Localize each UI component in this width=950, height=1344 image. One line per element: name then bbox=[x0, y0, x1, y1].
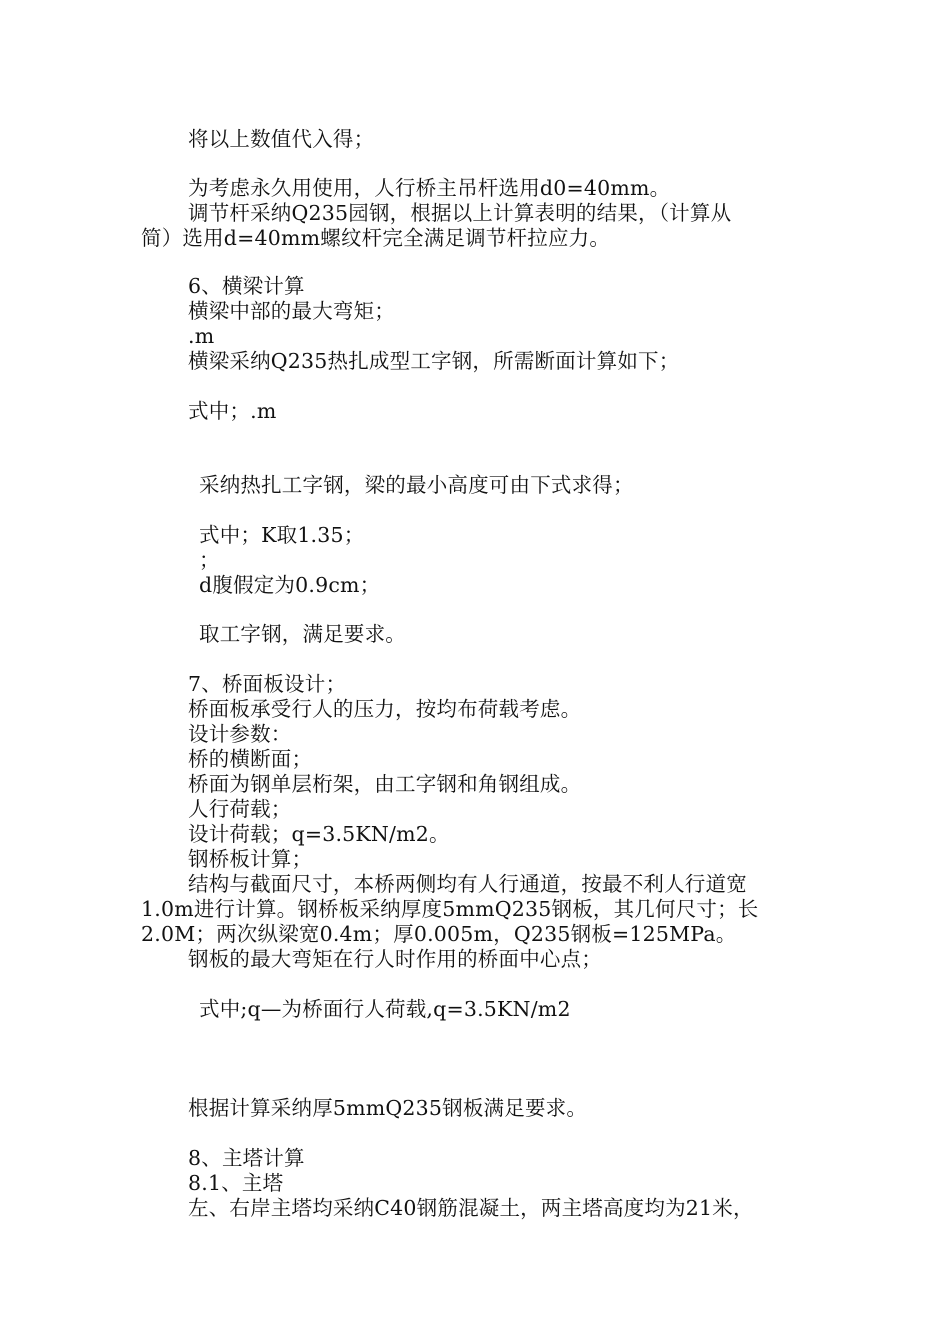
section-heading: 8、主塔计算 bbox=[188, 1146, 305, 1170]
text-line: 式中；K取1.35； bbox=[199, 523, 365, 547]
text-line: 根据计算采纳厚5mmQ235钢板满足要求。 bbox=[188, 1096, 588, 1120]
text-line: 为考虑永久用使用，人行桥主吊杆选用d0=40mm。 bbox=[188, 176, 671, 200]
text-line: 2.0M；两次纵梁宽0.4m；厚0.005m，Q235钢板=125MPa。 bbox=[141, 922, 737, 946]
text-line: 左、右岸主塔均采纳C40钢筋混凝土，两主塔高度均为21米， bbox=[188, 1196, 754, 1220]
text-line: 横梁采纳Q235热扎成型工字钢，所需断面计算如下； bbox=[188, 349, 680, 373]
section-heading: 7、桥面板设计； bbox=[188, 672, 347, 696]
text-line: d腹假定为0.9cm； bbox=[199, 573, 381, 597]
text-line: 钢板的最大弯矩在行人时作用的桥面中心点； bbox=[188, 947, 602, 971]
section-heading: 6、横梁计算 bbox=[188, 274, 305, 298]
text-line: 设计荷载；q=3.5KN/m2。 bbox=[188, 822, 450, 846]
subsection-heading: 8.1、主塔 bbox=[188, 1171, 284, 1195]
text-line: 横梁中部的最大弯矩； bbox=[188, 299, 395, 323]
text-line: 桥面为钢单层桁架，由工字钢和角钢组成。 bbox=[188, 772, 582, 796]
text-line: ； bbox=[199, 548, 220, 572]
text-line: 调节杆采纳Q235园钢，根据以上计算表明的结果，（计算从 bbox=[188, 201, 732, 225]
text-line: .m bbox=[188, 324, 215, 348]
text-line: 桥面板承受行人的压力，按均布荷载考虑。 bbox=[188, 697, 582, 721]
text-line: 1.0m进行计算。钢桥板采纳厚度5mmQ235钢板，其几何尺寸；长 bbox=[141, 897, 759, 921]
text-line: 式中;q—为桥面行人荷载,q=3.5KN/m2 bbox=[199, 997, 571, 1021]
text-line: 简）选用d=40mm螺纹杆完全满足调节杆拉应力。 bbox=[141, 226, 611, 250]
text-line: 式中；.m bbox=[188, 399, 277, 423]
text-line: 桥的横断面； bbox=[188, 747, 313, 771]
text-line: 结构与截面尺寸，本桥两侧均有人行通道，按最不利人行道宽 bbox=[188, 872, 747, 896]
text-line: 将以上数值代入得； bbox=[188, 127, 375, 151]
text-line: 采纳热扎工字钢，梁的最小高度可由下式求得； bbox=[199, 473, 634, 497]
text-line: 人行荷载； bbox=[188, 797, 292, 821]
text-line: 设计参数： bbox=[188, 722, 292, 746]
text-line: 取工字钢，满足要求。 bbox=[199, 622, 406, 646]
text-line: 钢桥板计算； bbox=[188, 847, 313, 871]
